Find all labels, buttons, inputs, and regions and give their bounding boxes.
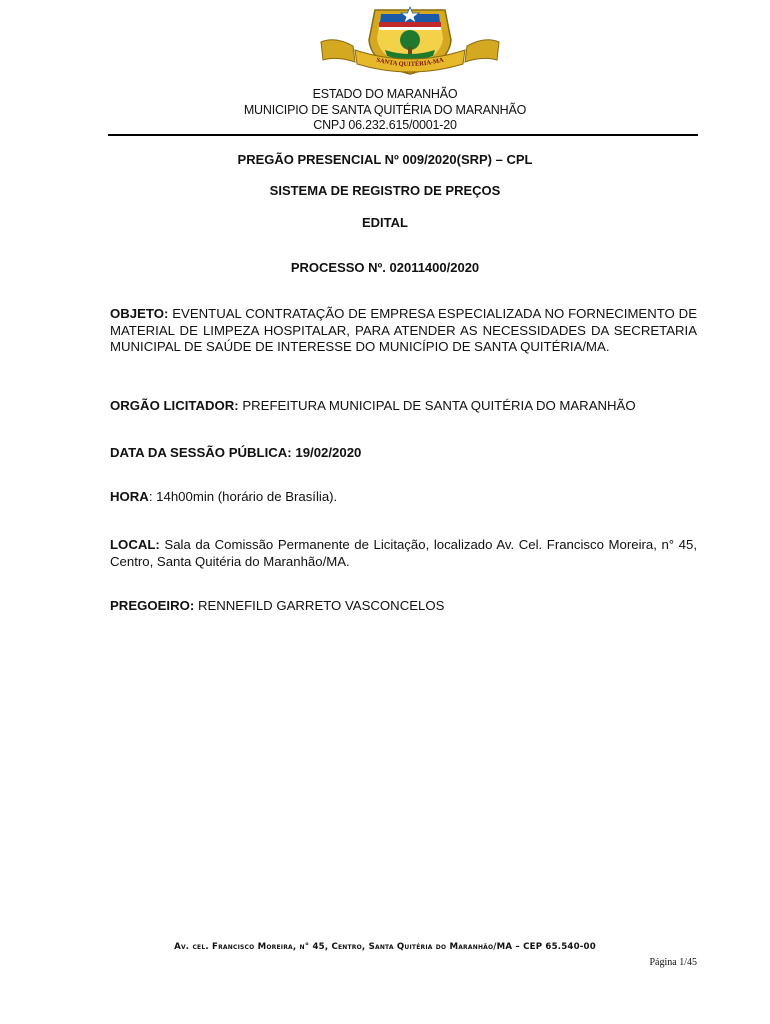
edital-title: EDITAL xyxy=(362,215,408,230)
local-value: Sala da Comissão Permanente de Licitação, localizado Av. Cel. Francisco Moreira, n° 45, Centro, Santa Quitéria do Maranhão/MA. xyxy=(110,537,697,569)
pregoeiro-value: RENNEFILD GARRETO VASCONCELOS xyxy=(197,598,445,613)
municipal-seal-logo xyxy=(315,2,505,76)
objeto-paragraph xyxy=(110,306,697,356)
objeto-value: EVENTUAL CONTRATAÇÃO DE EMPRESA ESPECIALIZADA NO FORNECIMENTO DE MATERIAL DE LIMPEZA HOSPITALAR, PARA ATENDER AS NECESSIDADES DA SECRETARIA MUNICIPAL DE SAÚDE DE INTERESSE DO MUNICÍPIO DE SANTA QUITÉRIA/MA. xyxy=(110,306,697,354)
header-divider xyxy=(108,134,698,136)
pregoeiro-paragraph xyxy=(110,598,697,615)
header-cnpj: CNPJ 06.232.615/0001-20 xyxy=(313,118,457,132)
pregao-title: PREGÃO PRESENCIAL Nº 009/2020(SRP) – CPL xyxy=(237,152,533,167)
hora-paragraph xyxy=(110,489,697,506)
objeto-label: OBJETO: xyxy=(110,306,169,321)
footer-address: Av. cel. Francisco Moreira, n° 45, Centro, Santa Quitéria do Maranhão/MA – CEP 65.540-00 xyxy=(174,942,596,952)
orgao-value: PREFEITURA MUNICIPAL DE SANTA QUITÉRIA DO MARANHÃO xyxy=(242,398,636,413)
header-state: ESTADO DO MARANHÃO xyxy=(312,87,458,101)
hora-value: : 14h00min (horário de Brasília). xyxy=(148,489,338,504)
page-number: Página 1/45 xyxy=(649,957,697,968)
local-label: LOCAL: xyxy=(110,537,160,552)
pregoeiro-label: PREGOEIRO: xyxy=(110,598,195,613)
local-paragraph xyxy=(110,537,697,570)
sistema-title: SISTEMA DE REGISTRO DE PREÇOS xyxy=(269,183,501,198)
hora-label: HORA xyxy=(110,489,149,504)
data-label: DATA DA SESSÃO PÚBLICA: xyxy=(110,445,292,460)
header-municipality: MUNICIPIO DE SANTA QUITÉRIA DO MARANHÃO xyxy=(243,102,527,117)
processo-title: PROCESSO Nº. 02011400/2020 xyxy=(290,260,480,275)
data-paragraph xyxy=(110,445,697,462)
seal-banner-text: SANTA QUITÉRIA-MA xyxy=(375,56,445,69)
orgao-paragraph xyxy=(110,398,697,415)
orgao-label: ORGÃO LICITADOR: xyxy=(110,398,239,413)
data-value: 19/02/2020 xyxy=(295,445,362,460)
document-header xyxy=(0,87,770,134)
